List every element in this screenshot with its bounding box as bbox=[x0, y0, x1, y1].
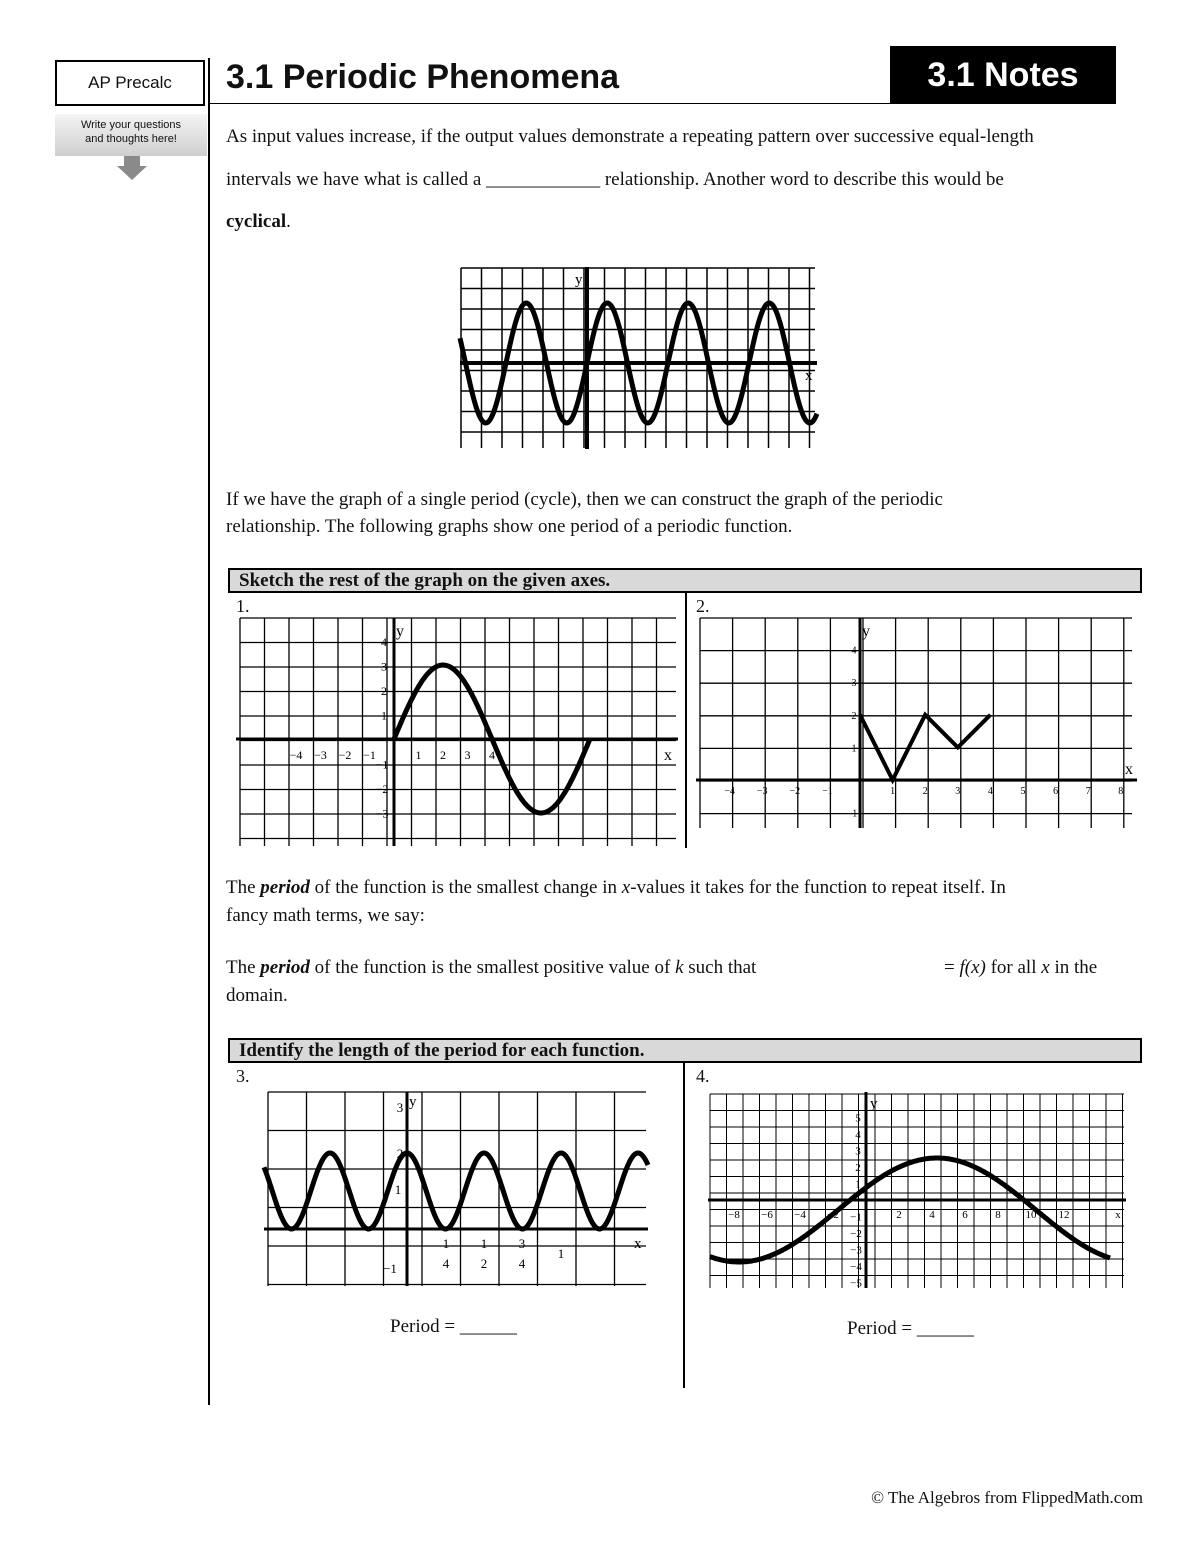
tick-label: 1 bbox=[890, 786, 896, 797]
formal-definition-equation: = f(x) for all x in the bbox=[944, 957, 1098, 978]
tick-label: 6 bbox=[962, 1209, 968, 1221]
tick-label: −3 bbox=[756, 786, 768, 797]
tick-label: 1 bbox=[855, 1178, 861, 1191]
tick-label: 3 bbox=[518, 1236, 526, 1251]
tick-label: 2 bbox=[896, 1209, 902, 1221]
tick-label: 4 bbox=[851, 645, 857, 657]
tick-label: 2 bbox=[922, 786, 928, 797]
tick-label: 1 bbox=[480, 1236, 488, 1251]
tick-label: 1 bbox=[381, 708, 387, 723]
problem-divider-2 bbox=[683, 1063, 685, 1388]
cyclical-term: cyclical bbox=[226, 211, 287, 232]
tick-label: 2 bbox=[396, 1146, 404, 1161]
cosine-curve bbox=[264, 1153, 648, 1229]
problem-1-graph bbox=[232, 614, 684, 850]
tick-label: 4 bbox=[855, 1129, 861, 1141]
intro-line-3 bbox=[226, 208, 291, 236]
k-variable: k bbox=[675, 957, 684, 978]
tick-label: 3 bbox=[851, 678, 857, 690]
x-axis-label: x bbox=[664, 747, 672, 764]
tick-label: 2 bbox=[381, 684, 387, 698]
down-arrow-icon bbox=[117, 166, 147, 180]
tick-label: 3 bbox=[381, 659, 387, 674]
single-period-line-1: If we have the graph of a single period (cycle), then we can construct the graph of the periodic bbox=[226, 489, 943, 510]
problem-2-number: 2. bbox=[696, 596, 710, 616]
piecewise-one-period bbox=[860, 715, 990, 780]
tick-label: 2 bbox=[855, 1162, 861, 1174]
intro-sine-graph bbox=[455, 262, 825, 452]
period-answer-3: Period = ______ bbox=[390, 1316, 517, 1337]
notes-prompt-line1: Write your questions bbox=[80, 119, 182, 131]
intro-period: . bbox=[286, 211, 291, 232]
problem-4-graph bbox=[706, 1090, 1130, 1290]
tick-label: −1 bbox=[850, 1211, 862, 1224]
tick-label: −2 bbox=[789, 786, 801, 797]
period-definition-line-2: fancy math terms, we say: bbox=[226, 905, 425, 926]
f-of-x: f(x) bbox=[959, 957, 986, 978]
period-term-formal: period bbox=[260, 957, 310, 978]
tick-label: 10 bbox=[1025, 1209, 1037, 1221]
tick-label: −8 bbox=[728, 1209, 740, 1221]
tick-label: 5 bbox=[855, 1112, 861, 1125]
x-axis-label: x bbox=[634, 1236, 642, 1252]
period-definition-line-1: The period of the function is the smallest change in x-values it takes for the function to repeat itself. In bbox=[226, 877, 1006, 898]
x-axis-label: x bbox=[805, 368, 813, 384]
problem-3-number: 3. bbox=[236, 1066, 250, 1086]
page-title: 3.1 Periodic Phenomena bbox=[226, 58, 620, 96]
tick-label: 2 bbox=[851, 710, 857, 722]
y-axis-label: y bbox=[575, 272, 583, 288]
tick-label: 7 bbox=[1085, 786, 1091, 797]
tick-label: 2 bbox=[480, 1256, 488, 1271]
tick-label: −3 bbox=[850, 1244, 862, 1257]
tick-label: 12 bbox=[1058, 1209, 1070, 1221]
tick-label: −4 bbox=[289, 748, 303, 762]
period-answer-4: Period = ______ bbox=[847, 1318, 974, 1339]
tick-label: 3 bbox=[955, 786, 961, 797]
tick-label: 4 bbox=[518, 1256, 526, 1271]
tick-label: −6 bbox=[761, 1209, 773, 1221]
problem-2-graph bbox=[692, 614, 1142, 832]
tick-label: −4 bbox=[794, 1209, 806, 1221]
margin-divider bbox=[208, 58, 210, 1405]
problem-4-number: 4. bbox=[696, 1066, 710, 1086]
tick-label: −4 bbox=[850, 1261, 862, 1273]
y-axis-label: y bbox=[862, 623, 870, 640]
single-period-text bbox=[226, 486, 943, 540]
tick-label: 3 bbox=[396, 1100, 404, 1115]
tick-label: −2 bbox=[338, 748, 352, 762]
tick-label: 1 bbox=[415, 748, 422, 762]
tick-label: −5 bbox=[850, 1277, 862, 1290]
tick-label: 5 bbox=[1020, 786, 1026, 797]
tick-label: 3 bbox=[855, 1145, 861, 1158]
section-heading-sketch: Sketch the rest of the graph on the given axes. bbox=[228, 568, 1142, 593]
tick-label: 4 bbox=[929, 1209, 935, 1221]
period-term: period bbox=[260, 877, 310, 898]
y-axis-label: y bbox=[396, 623, 404, 640]
tick-label: −4 bbox=[724, 786, 735, 797]
tick-label: −1 bbox=[383, 1261, 397, 1276]
notes-prompt bbox=[55, 114, 207, 156]
period-definition bbox=[226, 874, 1006, 930]
tick-label: −2 bbox=[375, 782, 389, 796]
tick-label: −1 bbox=[375, 757, 389, 772]
single-period-line-2: relationship. The following graphs show one period of a periodic function. bbox=[226, 516, 793, 537]
formal-definition-line-1: The period of the function is the smallest positive value of k such that bbox=[226, 957, 757, 978]
tick-label: −3 bbox=[314, 748, 327, 762]
tick-label: 8 bbox=[995, 1209, 1001, 1221]
tick-label: 3 bbox=[464, 748, 471, 762]
problem-1-number: 1. bbox=[236, 596, 250, 616]
tick-label: −2 bbox=[827, 1209, 839, 1221]
tick-label: x bbox=[1115, 1209, 1121, 1221]
tick-label: 1 bbox=[851, 743, 857, 755]
tick-label: 1 bbox=[557, 1246, 565, 1261]
problem-3-graph bbox=[260, 1088, 652, 1290]
y-axis-label: y bbox=[870, 1096, 878, 1112]
intro-line-1: As input values increase, if the output values demonstrate a repeating pattern over successive equal-length bbox=[226, 126, 1034, 147]
tick-label: −1 bbox=[822, 786, 833, 797]
tick-label: 4 bbox=[442, 1256, 450, 1271]
tick-label: 1 bbox=[394, 1182, 402, 1197]
tick-label: 4 bbox=[987, 786, 993, 797]
copyright-footer: © The Algebros from FlippedMath.com bbox=[871, 1488, 1143, 1507]
tick-label: 1 bbox=[442, 1236, 450, 1251]
tick-label: −3 bbox=[375, 806, 389, 821]
x-variable: x bbox=[621, 877, 631, 898]
title-underline bbox=[210, 103, 890, 104]
tick-label: −2 bbox=[850, 1228, 862, 1240]
problem-divider-1 bbox=[685, 593, 687, 848]
section-heading-identify: Identify the length of the period for each function. bbox=[228, 1038, 1142, 1063]
tick-label: 2 bbox=[440, 748, 446, 762]
y-axis-label: y bbox=[409, 1094, 417, 1110]
tick-label: 8 bbox=[1118, 786, 1124, 797]
tick-label: 4 bbox=[489, 748, 495, 762]
down-arrow-icon-stem bbox=[124, 156, 140, 166]
notes-badge: 3.1 Notes bbox=[890, 46, 1116, 104]
notes-prompt-line2: and thoughts here! bbox=[85, 133, 177, 145]
intro-line-2: intervals we have what is called a ____________ relationship. Another word to describe this would be bbox=[226, 169, 1004, 190]
tick-label: −1 bbox=[846, 808, 858, 820]
formal-definition-line-2: domain. bbox=[226, 985, 288, 1006]
tick-label: −1 bbox=[363, 748, 376, 762]
tick-label: 6 bbox=[1053, 786, 1059, 797]
tick-label: 4 bbox=[381, 635, 387, 649]
x-axis-label: x bbox=[1125, 761, 1133, 778]
course-label: AP Precalc bbox=[55, 60, 205, 106]
